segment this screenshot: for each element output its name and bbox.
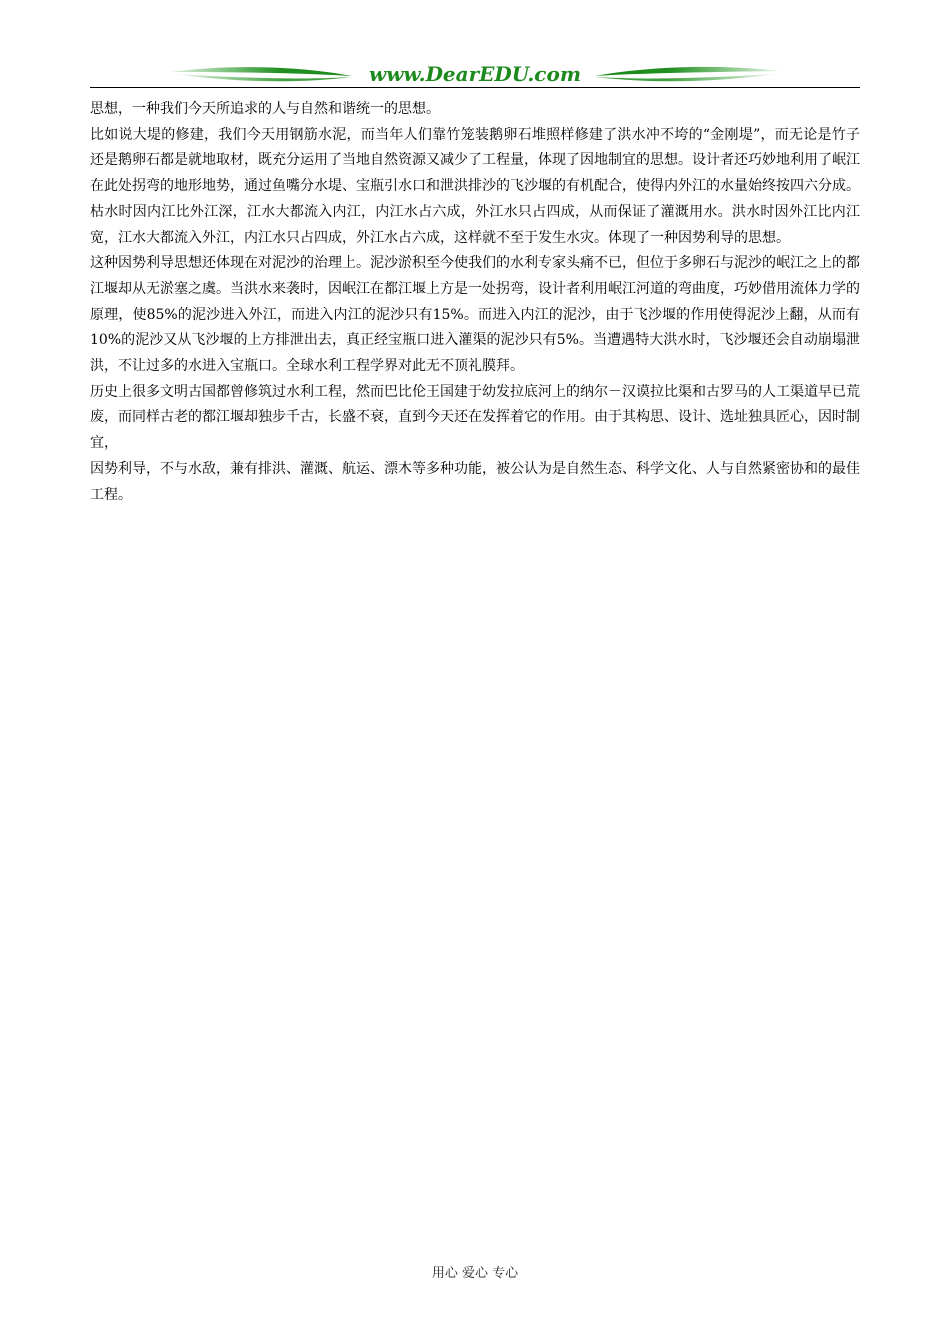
paragraph: 因势利导，不与水敌，兼有排洪、灌溉、航运、漂木等多种功能，被公认为是自然生态、科学文化、人与自然紧密协和的最佳工程。 xyxy=(90,460,860,503)
site-header-banner xyxy=(90,58,860,90)
paragraph: 比如说大堤的修建，我们今天用钢筋水泥，而当年人们靠竹笼装鹅卵石堆照样修建了洪水冲不垮的“金刚堤”，而无论是竹子还是鹅卵石都是就地取材，既充分运用了当地自然资源又减少了工程量，体现了因地制宜的思想。设计者还巧妙地利用了岷江在此处拐弯的地形地势，通过鱼嘴分水堤、宝瓶引水口和泄洪排沙的飞沙堰的有机配合，使得内外江的水量始终按四六分成。枯水时因内江比外江深，江水大都流入内江，内江水占六成，外江水只占四成，从而保证了灌溉用水。洪水时因外江比内江宽，江水大都流入外江，内江水只占四成，外江水占六成，这样就不至于发生水灾。体现了一种因势利导的思想。 xyxy=(90,126,860,246)
site-logo-text: www.DearEDU.com xyxy=(368,62,581,86)
article-body xyxy=(90,97,860,508)
page-footer-motto: 用心 爱心 专心 xyxy=(431,1266,519,1281)
header-divider xyxy=(90,87,860,88)
paragraph: 思想，一种我们今天所追求的人与自然和谐统一的思想。 xyxy=(90,101,440,117)
paragraph: 历史上很多文明古国都曾修筑过水利工程，然而巴比伦王国建于幼发拉底河上的纳尔－汉谟拉比渠和古罗马的人工渠道早已荒废，而同样古老的都江堰却独步千古，长盛不衰，直到今天还在发挥着它的作用。由于其构思、设计、选址独具匠心，因时制宜， xyxy=(90,383,860,452)
paragraph: 这种因势利导思想还体现在对泥沙的治理上。泥沙淤积至今使我们的水利专家头痛不已，但位于多卵石与泥沙的岷江之上的都江堰却从无淤塞之虞。当洪水来袭时，因岷江在都江堰上方是一处拐弯，设计者利用岷江河道的弯曲度，巧妙借用流体力学的原理，使85%的泥沙进入外江，而进入内江的泥沙只有15%。而进入内江的泥沙，由于飞沙堰的作用使得泥沙上翻，从而有10%的泥沙又从飞沙堰的上方排泄出去，真正经宝瓶口进入灌渠的泥沙只有5%。当遭遇特大洪水时，飞沙堰还会自动崩塌泄洪，不让过多的水进入宝瓶口。全球水利工程学界对此无不顶礼膜拜。 xyxy=(90,255,860,375)
